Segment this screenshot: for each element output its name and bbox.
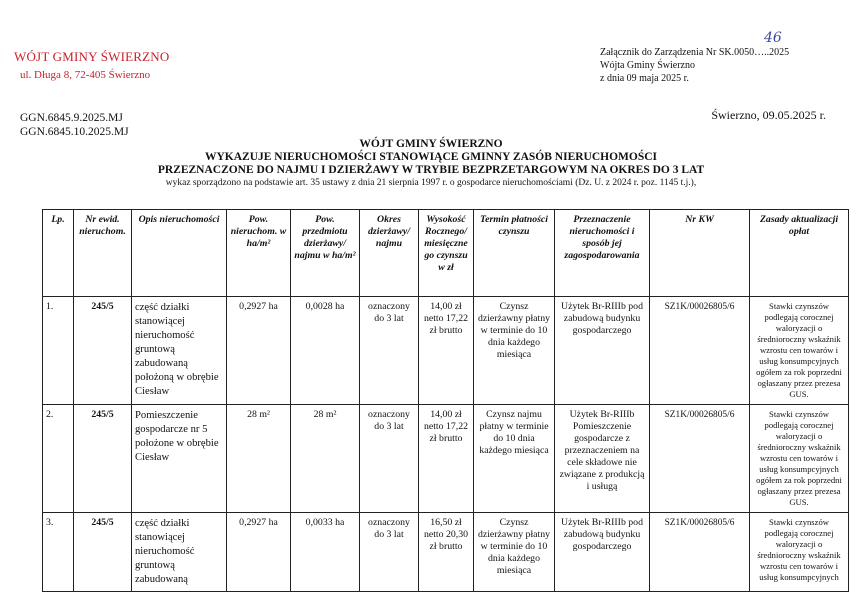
cell-nr-kw: SZ1K/00026805/6 bbox=[650, 405, 750, 513]
cell-lp: 1. bbox=[43, 297, 74, 405]
header-opis: Opis nieruchomości bbox=[132, 210, 227, 297]
header-termin: Termin płatności czynszu bbox=[474, 210, 555, 297]
table-row bbox=[43, 405, 849, 513]
cell-nr-kw: SZ1K/00026805/6 bbox=[650, 297, 750, 405]
cell-termin: Czynsz dzierżawny płatny w terminie do 10 dnia każdego miesiąca bbox=[474, 513, 555, 592]
stamp-address: ul. Długa 8, 72-405 Świerzno bbox=[20, 69, 151, 81]
header-pow-nieruchom: Pow. nieruchom. w ha/m² bbox=[227, 210, 291, 297]
cell-przeznaczenie: Użytek Br-RIIIb Pomieszczenie gospodarcze z przeznaczeniem na cele składowe nie związane z produkcją i usługą bbox=[555, 405, 650, 513]
cell-wysokosc: 14,00 zł netto 17,22 zł brutto bbox=[419, 297, 474, 405]
document-heading bbox=[0, 138, 862, 177]
cell-pow-przedmiotu: 0,0033 ha bbox=[291, 513, 360, 592]
cell-pow-nieruchom: 28 m² bbox=[227, 405, 291, 513]
legal-basis: wykaz sporządzono na podstawie art. 35 ustawy z dnia 21 sierpnia 1997 r. o gospodarce nieruchomościami (Dz. U. z 2024 r. poz. 1145 t.j.), bbox=[165, 178, 697, 188]
cell-przeznaczenie: Użytek Br-RIIIb pod zabudową budynku gospodarczego bbox=[555, 297, 650, 405]
cell-przeznaczenie: Użytek Br-RIIIb pod zabudową budynku gospodarczego bbox=[555, 513, 650, 592]
heading-line-1: WÓJT GMINY ŚWIERZNO bbox=[359, 138, 503, 150]
cell-termin: Czynsz najmu płatny w terminie do 10 dnia każdego miesiąca bbox=[474, 405, 555, 513]
table-row bbox=[43, 513, 849, 592]
header-lp: Lp. bbox=[43, 210, 74, 297]
header-nr: Nr ewid. nieruchom. bbox=[74, 210, 132, 297]
cell-lp: 3. bbox=[43, 513, 74, 592]
header-nr-kw: Nr KW bbox=[650, 210, 750, 297]
case-reference: GGN.6845.10.2025.MJ bbox=[20, 126, 129, 138]
cell-okres: oznaczony do 3 lat bbox=[360, 513, 419, 592]
cell-pow-przedmiotu: 0,0028 ha bbox=[291, 297, 360, 405]
header-wysokosc: Wysokość Rocznego/ miesięczne go czynszu w zł bbox=[419, 210, 474, 297]
table-row bbox=[43, 297, 849, 405]
cell-nr: 245/5 bbox=[74, 297, 132, 405]
handwritten-number: 46 bbox=[764, 30, 782, 46]
cell-lp: 2. bbox=[43, 405, 74, 513]
cell-pow-nieruchom: 0,2927 ha bbox=[227, 513, 291, 592]
cell-zasady: Stawki czynszów podlegają corocznej waloryzacji o średnioroczny wskaźnik wzrostu cen towarów i usług konsumpcyjnych ogółem za rok poprzedni ogłaszany przez prezesa GUS. bbox=[750, 297, 849, 405]
cell-okres: oznaczony do 3 lat bbox=[360, 297, 419, 405]
heading-line-3: PRZEZNACZONE DO NAJMU I DZIERŻAWY W TRYBIE BEZPRZETARGOWYM NA OKRES DO 3 LAT bbox=[157, 164, 705, 176]
cell-nr: 245/5 bbox=[74, 513, 132, 592]
annex-note bbox=[600, 30, 790, 85]
annex-line-2: Wójta Gminy Świerzno bbox=[600, 60, 695, 71]
cell-pow-nieruchom: 0,2927 ha bbox=[227, 297, 291, 405]
cell-okres: oznaczony do 3 lat bbox=[360, 405, 419, 513]
cell-wysokosc: 16,50 zł netto 20,30 zł brutto bbox=[419, 513, 474, 592]
annex-line-1: Załącznik do Zarządzenia Nr SK.0050…..2025 bbox=[600, 47, 790, 58]
table-header-row bbox=[43, 210, 849, 297]
heading-line-2: WYKAZUJE NIERUCHOMOŚCI STANOWIĄCE GMINNY ZASÓB NIERUCHOMOŚCI bbox=[204, 151, 658, 163]
cell-nr-kw: SZ1K/00026805/6 bbox=[650, 513, 750, 592]
property-table bbox=[42, 209, 849, 592]
cell-zasady: Stawki czynszów podlegają corocznej waloryzacji o średnioroczny wskaźnik wzrostu cen towarów i usług konsumpcyjnych ogółem za rok poprzedni ogłaszany przez prezesa GUS. bbox=[750, 405, 849, 513]
cell-opis: część działki stanowiącej nieruchomość gruntową zabudowaną bbox=[132, 513, 227, 592]
header-pow-przedmiotu: Pow. przedmiotu dzierżawy/ najmu w ha/m² bbox=[291, 210, 360, 297]
cell-opis: Pomieszczenie gospodarcze nr 5 położone w obrębie Ciesław bbox=[132, 405, 227, 513]
header-przeznaczenie: Przeznaczenie nieruchomości i sposób jej zagospodarowania bbox=[555, 210, 650, 297]
cell-zasady: Stawki czynszów podlegają corocznej waloryzacji o średnioroczny wskaźnik wzrostu cen towarów i usług konsumpcyjnych bbox=[750, 513, 849, 592]
office-stamp bbox=[14, 48, 169, 84]
case-references bbox=[20, 111, 129, 139]
cell-termin: Czynsz dzierżawny płatny w terminie do 10 dnia każdego miesiąca bbox=[474, 297, 555, 405]
cell-wysokosc: 14,00 zł netto 17,22 zł brutto bbox=[419, 405, 474, 513]
cell-nr: 245/5 bbox=[74, 405, 132, 513]
header-okres: Okres dzierżawy/ najmu bbox=[360, 210, 419, 297]
cell-opis: część działki stanowiącej nieruchomość gruntową zabudowaną położoną w obrębie Ciesław bbox=[132, 297, 227, 405]
stamp-title: WÓJT GMINY ŚWIERZNO bbox=[14, 49, 170, 64]
annex-line-3: z dnia 09 maja 2025 r. bbox=[600, 73, 689, 84]
place-and-date: Świerzno, 09.05.2025 r. bbox=[711, 108, 826, 122]
header-zasady: Zasady aktualizacji opłat bbox=[750, 210, 849, 297]
case-reference: GGN.6845.9.2025.MJ bbox=[20, 112, 123, 124]
cell-pow-przedmiotu: 28 m² bbox=[291, 405, 360, 513]
